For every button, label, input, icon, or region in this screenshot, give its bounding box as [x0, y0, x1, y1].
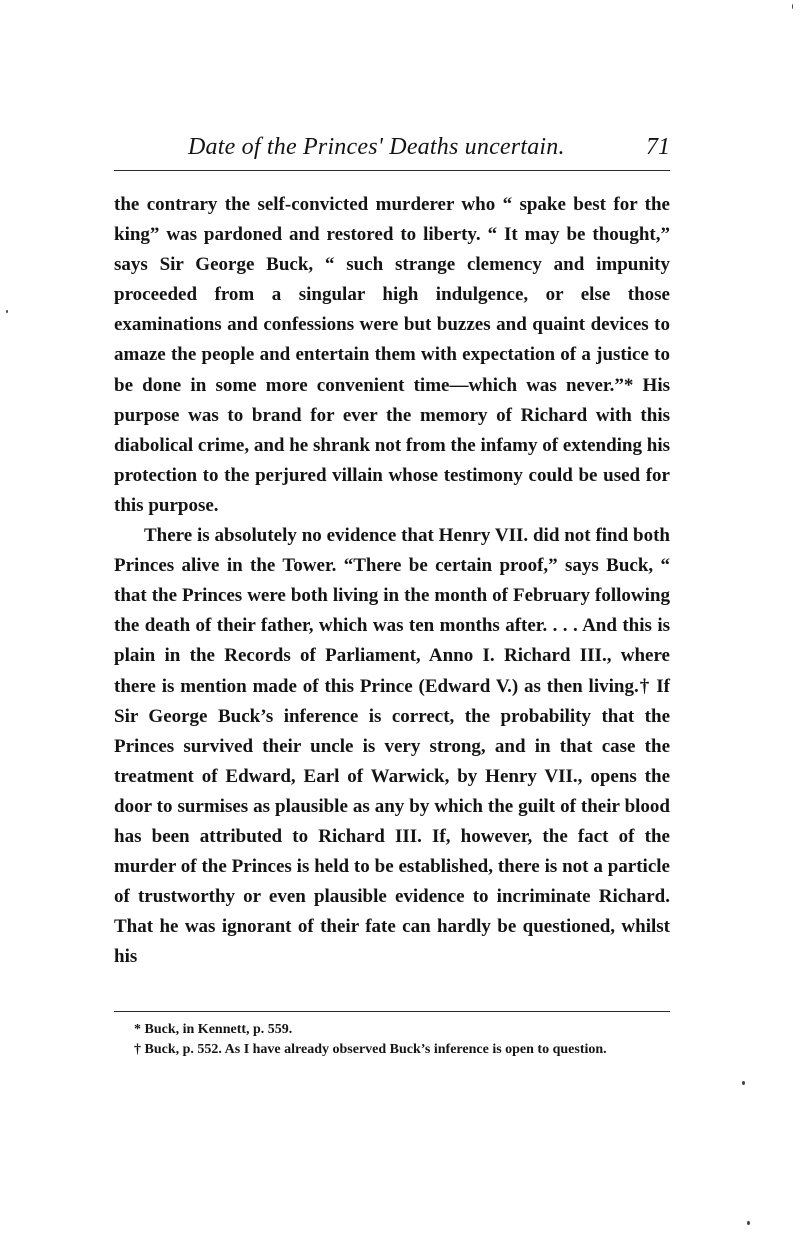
page-header	[114, 130, 670, 164]
paragraph: There is absolutely no evidence that Henry VII. did not find both Princes alive in the Tower. “There be certain proof,” says Buck, “ that the Princes were both living in the month of February following the death of their father, which was ten months after. . . . And this is plain in the Records of Parliament, Anno I. Richard III., where there is mention made of this Prince (Edward V.) as then living.† If Sir George Buck’s inference is correct, the probability that the Princes survived their uncle is very strong, and in that case the treatment of Edward, Earl of Warwick, by Henry VII., opens the door to surmises as plausible as any by which the guilt of their blood has been attributed to Richard III. If, however, the fact of the murder of the Princes is held to be established, there is not a particle of trustworthy or even plausible evidence to incriminate Richard. That he was ignorant of their fate can hardly be questioned, whilst his	[114, 525, 670, 968]
paper-speck	[742, 1081, 745, 1085]
paragraph: the contrary the self-convicted murderer who “ spake best for the king” was pardoned and restored to liberty. “ It may be thought,” says Sir George Buck, “ such strange clemency and impunity proceeded from a singular high indulgence, or else those examinations and confessions were but buzzes and quaint devices to amaze the people and entertain them with expectation of a justice to be done in some more convenient time—which was never.”* His purpose was to brand for ever the memory of Richard with this diabolical crime, and he shrank not from the infamy of extending his protection to the perjured villain whose testimony could be used for this purpose.	[114, 194, 670, 516]
page-number: 71	[646, 134, 670, 160]
footnote: † Buck, p. 552. As I have already observed Buck’s inference is open to question.	[134, 1042, 607, 1057]
paper-speck	[747, 1221, 750, 1225]
footnotes	[114, 1020, 670, 1060]
footnote: * Buck, in Kennett, p. 559.	[134, 1022, 293, 1037]
paper-speck	[6, 310, 8, 313]
header-rule	[114, 170, 670, 171]
paper-speck	[792, 4, 793, 9]
footnote-rule	[114, 1011, 670, 1012]
running-title: Date of the Princes' Deaths uncertain.	[188, 134, 565, 160]
main-text	[114, 190, 670, 972]
